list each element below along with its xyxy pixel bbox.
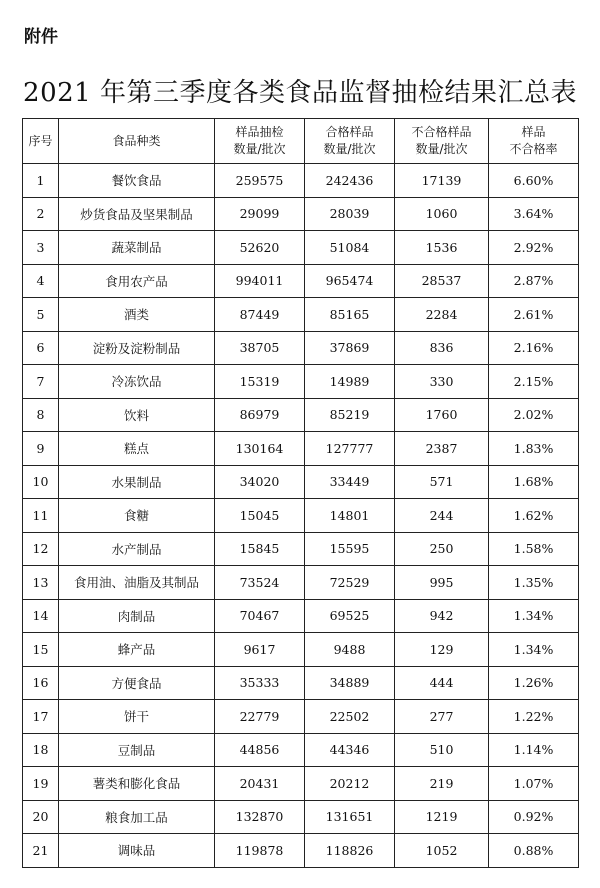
- cell-qualified: 28039: [305, 197, 395, 231]
- cell-sampled: 132870: [215, 800, 305, 834]
- cell-qualified: 127777: [305, 432, 395, 466]
- cell-rate: 1.34%: [489, 633, 579, 667]
- cell-qualified: 22502: [305, 700, 395, 734]
- cell-food: 蜂产品: [59, 633, 215, 667]
- table-row: [23, 264, 579, 298]
- cell-qualified: 242436: [305, 164, 395, 198]
- cell-rate: 6.60%: [489, 164, 579, 198]
- cell-unqualified: 510: [395, 733, 489, 767]
- cell-seq: 1: [23, 164, 59, 198]
- cell-food: 水产制品: [59, 532, 215, 566]
- header-seq: 序号: [23, 119, 59, 164]
- cell-seq: 12: [23, 532, 59, 566]
- cell-sampled: 20431: [215, 767, 305, 801]
- cell-food: 饼干: [59, 700, 215, 734]
- cell-seq: 21: [23, 834, 59, 868]
- cell-qualified: 37869: [305, 331, 395, 365]
- cell-unqualified: 444: [395, 666, 489, 700]
- cell-rate: 1.68%: [489, 465, 579, 499]
- table-row: [23, 197, 579, 231]
- cell-qualified: 72529: [305, 566, 395, 600]
- cell-seq: 18: [23, 733, 59, 767]
- cell-unqualified: 2284: [395, 298, 489, 332]
- cell-qualified: 15595: [305, 532, 395, 566]
- cell-qualified: 20212: [305, 767, 395, 801]
- cell-unqualified: 17139: [395, 164, 489, 198]
- cell-food: 豆制品: [59, 733, 215, 767]
- cell-rate: 1.34%: [489, 599, 579, 633]
- cell-unqualified: 219: [395, 767, 489, 801]
- page-title: 2021 年第三季度各类食品监督抽检结果汇总表: [23, 78, 577, 108]
- cell-rate: 1.26%: [489, 666, 579, 700]
- cell-food: 炒货食品及坚果制品: [59, 197, 215, 231]
- cell-sampled: 15845: [215, 532, 305, 566]
- cell-qualified: 85219: [305, 398, 395, 432]
- table-row: [23, 398, 579, 432]
- table-row: [23, 767, 579, 801]
- cell-qualified: 51084: [305, 231, 395, 265]
- cell-unqualified: 277: [395, 700, 489, 734]
- attachment-label: 附件: [24, 27, 58, 47]
- cell-rate: 2.87%: [489, 264, 579, 298]
- cell-qualified: 14989: [305, 365, 395, 399]
- cell-sampled: 34020: [215, 465, 305, 499]
- cell-seq: 13: [23, 566, 59, 600]
- cell-food: 粮食加工品: [59, 800, 215, 834]
- cell-qualified: 14801: [305, 499, 395, 533]
- table-row: [23, 465, 579, 499]
- cell-food: 饮料: [59, 398, 215, 432]
- cell-food: 方便食品: [59, 666, 215, 700]
- cell-seq: 2: [23, 197, 59, 231]
- cell-seq: 16: [23, 666, 59, 700]
- cell-sampled: 29099: [215, 197, 305, 231]
- cell-qualified: 44346: [305, 733, 395, 767]
- cell-food: 餐饮食品: [59, 164, 215, 198]
- cell-food: 水果制品: [59, 465, 215, 499]
- cell-food: 糕点: [59, 432, 215, 466]
- cell-qualified: 85165: [305, 298, 395, 332]
- header-unqualified: 不合格样品 数量/批次: [395, 119, 489, 164]
- cell-seq: 10: [23, 465, 59, 499]
- cell-rate: 2.92%: [489, 231, 579, 265]
- cell-sampled: 259575: [215, 164, 305, 198]
- cell-seq: 7: [23, 365, 59, 399]
- table-row: [23, 599, 579, 633]
- header-food: 食品种类: [59, 119, 215, 164]
- table-row: [23, 231, 579, 265]
- cell-unqualified: 28537: [395, 264, 489, 298]
- cell-sampled: 44856: [215, 733, 305, 767]
- table-row: [23, 733, 579, 767]
- cell-seq: 6: [23, 331, 59, 365]
- cell-rate: 1.58%: [489, 532, 579, 566]
- table-row: [23, 566, 579, 600]
- cell-rate: 3.64%: [489, 197, 579, 231]
- cell-seq: 4: [23, 264, 59, 298]
- results-table: [22, 118, 579, 868]
- cell-seq: 11: [23, 499, 59, 533]
- cell-seq: 8: [23, 398, 59, 432]
- table-row: [23, 499, 579, 533]
- table-row: [23, 666, 579, 700]
- cell-qualified: 69525: [305, 599, 395, 633]
- cell-seq: 14: [23, 599, 59, 633]
- header-rate: 样品 不合格率: [489, 119, 579, 164]
- cell-food: 肉制品: [59, 599, 215, 633]
- cell-rate: 2.61%: [489, 298, 579, 332]
- cell-rate: 1.62%: [489, 499, 579, 533]
- cell-unqualified: 1760: [395, 398, 489, 432]
- cell-unqualified: 250: [395, 532, 489, 566]
- cell-qualified: 33449: [305, 465, 395, 499]
- cell-qualified: 34889: [305, 666, 395, 700]
- table-row: [23, 164, 579, 198]
- cell-food: 食用农产品: [59, 264, 215, 298]
- cell-sampled: 87449: [215, 298, 305, 332]
- cell-sampled: 9617: [215, 633, 305, 667]
- cell-qualified: 131651: [305, 800, 395, 834]
- cell-food: 酒类: [59, 298, 215, 332]
- cell-food: 冷冻饮品: [59, 365, 215, 399]
- cell-rate: 1.07%: [489, 767, 579, 801]
- cell-food: 蔬菜制品: [59, 231, 215, 265]
- cell-food: 调味品: [59, 834, 215, 868]
- cell-unqualified: 1219: [395, 800, 489, 834]
- cell-sampled: 52620: [215, 231, 305, 265]
- cell-rate: 2.15%: [489, 365, 579, 399]
- cell-food: 食糖: [59, 499, 215, 533]
- cell-unqualified: 129: [395, 633, 489, 667]
- header-row: [23, 119, 579, 164]
- table-row: [23, 432, 579, 466]
- cell-seq: 20: [23, 800, 59, 834]
- cell-food: 淀粉及淀粉制品: [59, 331, 215, 365]
- cell-sampled: 130164: [215, 432, 305, 466]
- table-row: [23, 633, 579, 667]
- cell-sampled: 70467: [215, 599, 305, 633]
- header-qualified: 合格样品 数量/批次: [305, 119, 395, 164]
- table-row: [23, 365, 579, 399]
- header-sampled: 样品抽检 数量/批次: [215, 119, 305, 164]
- cell-unqualified: 942: [395, 599, 489, 633]
- cell-seq: 9: [23, 432, 59, 466]
- cell-food: 薯类和膨化食品: [59, 767, 215, 801]
- cell-seq: 17: [23, 700, 59, 734]
- cell-unqualified: 1052: [395, 834, 489, 868]
- cell-rate: 2.16%: [489, 331, 579, 365]
- cell-qualified: 965474: [305, 264, 395, 298]
- cell-rate: 1.35%: [489, 566, 579, 600]
- table-row: [23, 532, 579, 566]
- cell-sampled: 22779: [215, 700, 305, 734]
- cell-unqualified: 1060: [395, 197, 489, 231]
- table-row: [23, 298, 579, 332]
- cell-unqualified: 836: [395, 331, 489, 365]
- cell-rate: 0.92%: [489, 800, 579, 834]
- cell-seq: 5: [23, 298, 59, 332]
- cell-unqualified: 244: [395, 499, 489, 533]
- cell-rate: 0.88%: [489, 834, 579, 868]
- cell-sampled: 15045: [215, 499, 305, 533]
- cell-sampled: 35333: [215, 666, 305, 700]
- cell-seq: 15: [23, 633, 59, 667]
- cell-qualified: 9488: [305, 633, 395, 667]
- cell-unqualified: 330: [395, 365, 489, 399]
- cell-rate: 2.02%: [489, 398, 579, 432]
- cell-seq: 19: [23, 767, 59, 801]
- table-row: [23, 331, 579, 365]
- cell-sampled: 994011: [215, 264, 305, 298]
- cell-unqualified: 1536: [395, 231, 489, 265]
- table-row: [23, 700, 579, 734]
- cell-food: 食用油、油脂及其制品: [59, 566, 215, 600]
- cell-unqualified: 995: [395, 566, 489, 600]
- cell-seq: 3: [23, 231, 59, 265]
- table-row: [23, 834, 579, 868]
- cell-unqualified: 571: [395, 465, 489, 499]
- cell-sampled: 38705: [215, 331, 305, 365]
- table-row: [23, 800, 579, 834]
- cell-rate: 1.83%: [489, 432, 579, 466]
- cell-unqualified: 2387: [395, 432, 489, 466]
- cell-sampled: 15319: [215, 365, 305, 399]
- cell-sampled: 119878: [215, 834, 305, 868]
- cell-qualified: 118826: [305, 834, 395, 868]
- cell-sampled: 73524: [215, 566, 305, 600]
- cell-rate: 1.22%: [489, 700, 579, 734]
- cell-rate: 1.14%: [489, 733, 579, 767]
- cell-sampled: 86979: [215, 398, 305, 432]
